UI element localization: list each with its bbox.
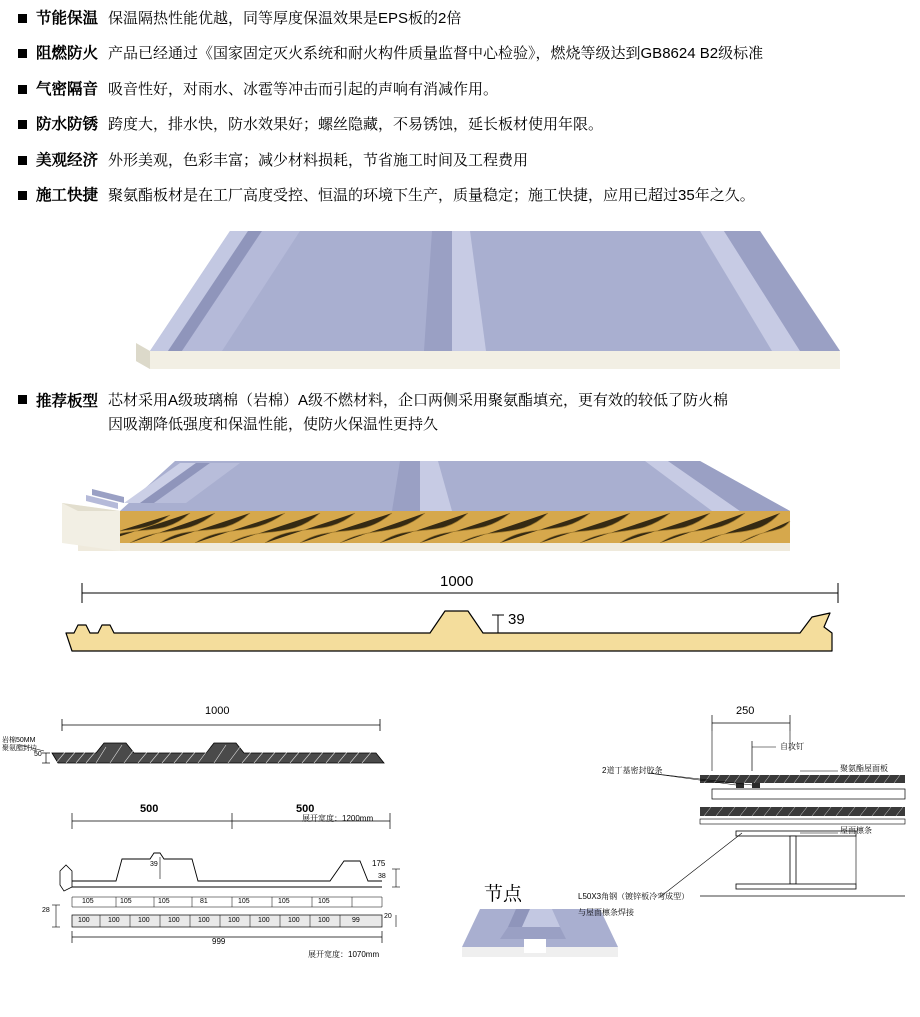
dim-thickness-label: 39 — [508, 610, 525, 628]
section-half-right: 500 — [296, 802, 315, 815]
feature-title: 美观经济 — [36, 151, 99, 169]
bullet-icon — [18, 120, 27, 129]
row2-cell: 100 — [78, 916, 90, 924]
bullet-icon — [18, 395, 27, 404]
bullet-icon — [18, 156, 27, 165]
feature-title: 气密隔音 — [36, 80, 99, 98]
row2-cell: 99 — [352, 916, 360, 924]
recommend-title: 推荐板型 — [36, 392, 99, 410]
profile-dimension-drawing — [0, 571, 920, 701]
profile-svg — [0, 571, 920, 701]
feature-title: 节能保温 — [36, 10, 99, 27]
row2-cell: 100 — [258, 916, 270, 924]
section-half-left: 500 — [140, 802, 159, 815]
row1-cell: 81 — [200, 897, 208, 905]
feature-text: 外形美观，色彩丰富；减少材料损耗，节省施工时间及工程费用 — [108, 151, 529, 169]
row2-cell: 100 — [318, 916, 330, 924]
label-angle-steel-2: 与屋面檩条焊接 — [578, 907, 634, 917]
row1-cell: 105 — [120, 897, 132, 905]
feature-item — [18, 185, 920, 207]
features-list — [0, 0, 920, 208]
feature-item — [18, 150, 920, 172]
row1-cell: 105 — [278, 897, 290, 905]
feature-text: 吸音性好，对雨水、冰雹等冲击而引起的声响有消减作用。 — [108, 80, 499, 98]
panel-svg-1 — [0, 221, 920, 381]
dim-175: 175 — [372, 858, 386, 868]
feature-text: 跨度大，排水快，防水效果好；螺丝隐藏，不易锈蚀，延长板材使用年限。 — [108, 116, 604, 134]
row1-cell: 105 — [238, 897, 250, 905]
dim-20: 20 — [384, 912, 392, 920]
dim-28: 28 — [42, 906, 50, 914]
dim-38: 38 — [378, 872, 386, 880]
feature-text: 保温隔热性能优越，同等厚度保温效果是EPS板的2倍 — [108, 10, 462, 27]
feature-item — [18, 8, 920, 30]
bullet-icon — [18, 49, 27, 58]
feature-title: 防水防锈 — [36, 116, 99, 134]
recommend-line-1: 芯材采用A级玻璃棉（岩棉）A级不燃材料，企口两侧采用聚氨酯填充，更有效的较低了防火棉 — [108, 391, 729, 409]
feature-item — [18, 79, 920, 101]
roof-panel-illustration-2 — [0, 451, 920, 571]
row2-cell: 100 — [108, 916, 120, 924]
tech-core-label: 岩棉50MM — [2, 736, 36, 744]
detail-dim-250: 250 — [736, 704, 755, 717]
feature-title: 施工快捷 — [36, 187, 99, 205]
dev-width-top: 展开宽度：1200mm — [302, 813, 374, 823]
recommend-body — [108, 389, 728, 437]
tech-edge-label: 聚氨酯封边 — [2, 744, 37, 752]
roof-panel-illustration-1 — [0, 221, 920, 381]
row2-cell: 100 — [168, 916, 180, 924]
row2-cell: 100 — [198, 916, 210, 924]
tech-top-width-label: 1000 — [205, 704, 230, 717]
row1-cell: 105 — [158, 897, 170, 905]
dim-width-label: 1000 — [440, 572, 474, 590]
technical-drawings — [0, 701, 920, 971]
feature-text: 聚氨酯板材是在工厂高度受控、恒温的环境下生产，质量稳定；施工快捷，应用已超过35年之久。 — [108, 187, 755, 205]
dev-width-bottom: 展开宽度：1070mm — [308, 949, 380, 959]
bullet-icon — [18, 14, 27, 23]
feature-text: 产品已经通过《国家固定灭火系统和耐火构件质量监督中心检验》，燃烧等级达到GB8624 B2级标准 — [108, 45, 764, 63]
row2-cell: 100 — [288, 916, 300, 924]
recommend-block — [0, 389, 920, 437]
feature-item — [18, 43, 920, 65]
bullet-icon — [18, 85, 27, 94]
recommend-line-2: 因吸潮降低强度和保温性能，使防火保温性更持久 — [108, 415, 439, 433]
dim-39: 39 — [150, 860, 158, 868]
panel-svg-2 — [0, 451, 920, 571]
tech-thickness-50: 50 — [34, 750, 42, 758]
label-self-tapping-screw: 自攻钉 — [780, 741, 804, 751]
row2-cell: 100 — [138, 916, 150, 924]
bullet-icon — [18, 191, 27, 200]
feature-title: 阻燃防火 — [36, 45, 99, 63]
label-roof-purlin: 屋面檩条 — [840, 825, 872, 835]
row2-cell: 100 — [228, 916, 240, 924]
label-pu-roof-panel: 聚氨酯屋面板 — [840, 763, 888, 773]
row1-cell: 105 — [318, 897, 330, 905]
label-butyl-sealant: 2道丁基密封胶条 — [602, 765, 663, 775]
row1-cell: 105 — [82, 897, 94, 905]
section-total-width: 999 — [212, 936, 226, 946]
label-angle-steel-1: L50X3角钢（镀锌板冷弯成型） — [578, 891, 690, 901]
feature-item — [18, 114, 920, 136]
node-title: 节点 — [484, 883, 523, 905]
